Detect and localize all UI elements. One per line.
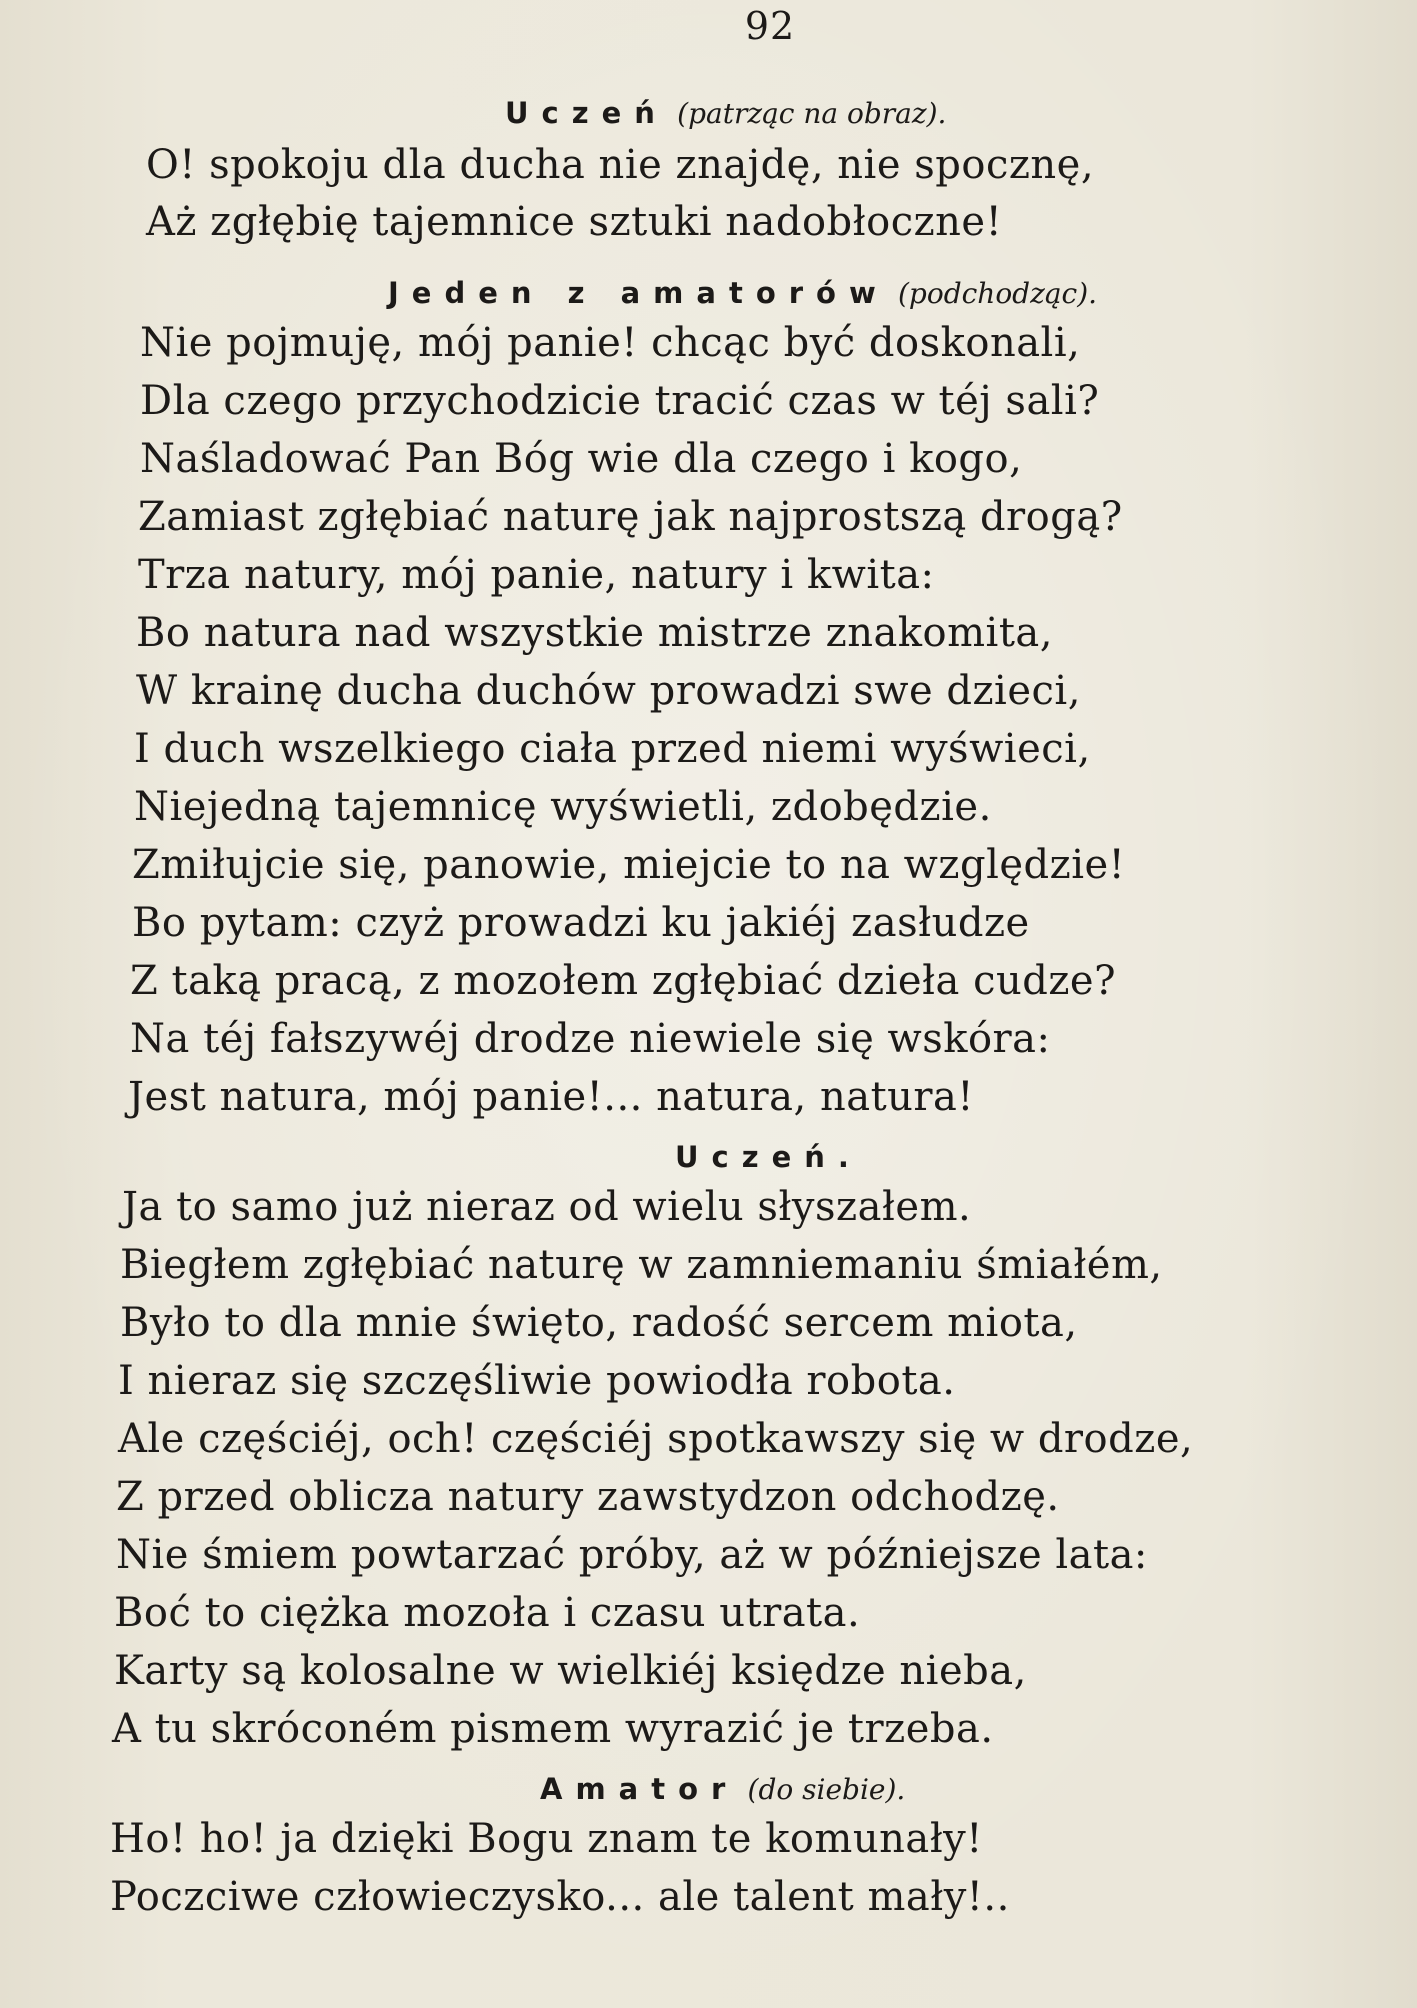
speaker-heading — [505, 96, 946, 130]
verse-line: Ale częściéj, och! częściéj spotkawszy się w drodze, — [118, 1416, 1194, 1462]
verse-line: W krainę ducha duchów prowadzi swe dzieci, — [136, 668, 1081, 714]
verse-line: Poczciwe człowieczysko... ale talent mały!.. — [110, 1874, 1010, 1920]
verse-line: Z przed oblicza natury zawstydzon odchodzę. — [116, 1474, 1060, 1520]
verse-line: Dla czego przychodzicie tracić czas w téj sali? — [140, 378, 1100, 424]
stage-direction: (do siebie). — [747, 1773, 906, 1806]
speaker-name: Uczeń. — [675, 1140, 862, 1174]
speaker-heading — [540, 1772, 905, 1806]
speaker-heading — [675, 1140, 862, 1174]
verse-line: Bo pytam: czyż prowadzi ku jakiéj zasłudze — [132, 900, 1030, 946]
verse-line: Zmiłujcie się, panowie, miejcie to na względzie! — [132, 842, 1126, 888]
page-number: 92 — [744, 4, 796, 48]
verse-line: Nie pojmuję, mój panie! chcąc być doskonali, — [140, 320, 1081, 366]
verse-line: Jest natura, mój panie!... natura, natura! — [128, 1074, 974, 1120]
speaker-name: Amator — [540, 1772, 739, 1806]
verse-line: Nie śmiem powtarzać próby, aż w późniejsze lata: — [116, 1532, 1148, 1578]
verse-line: Boć to ciężka mozoła i czasu utrata. — [114, 1590, 861, 1636]
verse-line: Naśladować Pan Bóg wie dla czego i kogo, — [140, 436, 1023, 482]
verse-line: Karty są kolosalne w wielkiéj księdze nieba, — [114, 1648, 1027, 1694]
verse-line: Aż zgłębię tajemnice sztuki nadobłoczne! — [146, 199, 1003, 245]
verse-line: Niejedną tajemnicę wyświetli, zdobędzie. — [134, 784, 992, 830]
verse-line: Na téj fałszywéj drodze niewiele się wskóra: — [130, 1016, 1051, 1062]
verse-line: Trza natury, mój panie, natury i kwita: — [138, 552, 935, 598]
verse-line: Było to dla mnie święto, radość sercem miota, — [120, 1300, 1078, 1346]
verse-line: I duch wszelkiego ciała przed niemi wyświeci, — [134, 726, 1091, 772]
speaker-name: Uczeń — [505, 96, 668, 130]
verse-line: Biegłem zgłębiać naturę w zamniemaniu śmiałém, — [120, 1242, 1163, 1288]
verse-line: O! spokoju dla ducha nie znajdę, nie spocznę, — [146, 142, 1095, 188]
verse-line: A tu skróconém pismem wyrazić je trzeba. — [112, 1706, 994, 1752]
verse-line: Ho! ho! ja dzięki Bogu znam te komunały! — [110, 1816, 983, 1862]
verse-line: Ja to samo już nieraz od wielu słyszałem. — [122, 1184, 972, 1230]
verse-line: Zamiast zgłębiać naturę jak najprostszą drogą? — [138, 494, 1123, 540]
speaker-name: Jeden z amatorów — [388, 276, 889, 310]
verse-line: I nieraz się szczęśliwie powiodła robota. — [118, 1358, 956, 1404]
verse-line: Bo natura nad wszystkie mistrze znakomita, — [136, 610, 1053, 656]
stage-direction: (podchodząc). — [897, 277, 1098, 310]
stage-direction: (patrząc na obraz). — [677, 97, 947, 130]
speaker-heading — [388, 276, 1097, 310]
verse-line: Z taką pracą, z mozołem zgłębiać dzieła cudze? — [130, 958, 1117, 1004]
